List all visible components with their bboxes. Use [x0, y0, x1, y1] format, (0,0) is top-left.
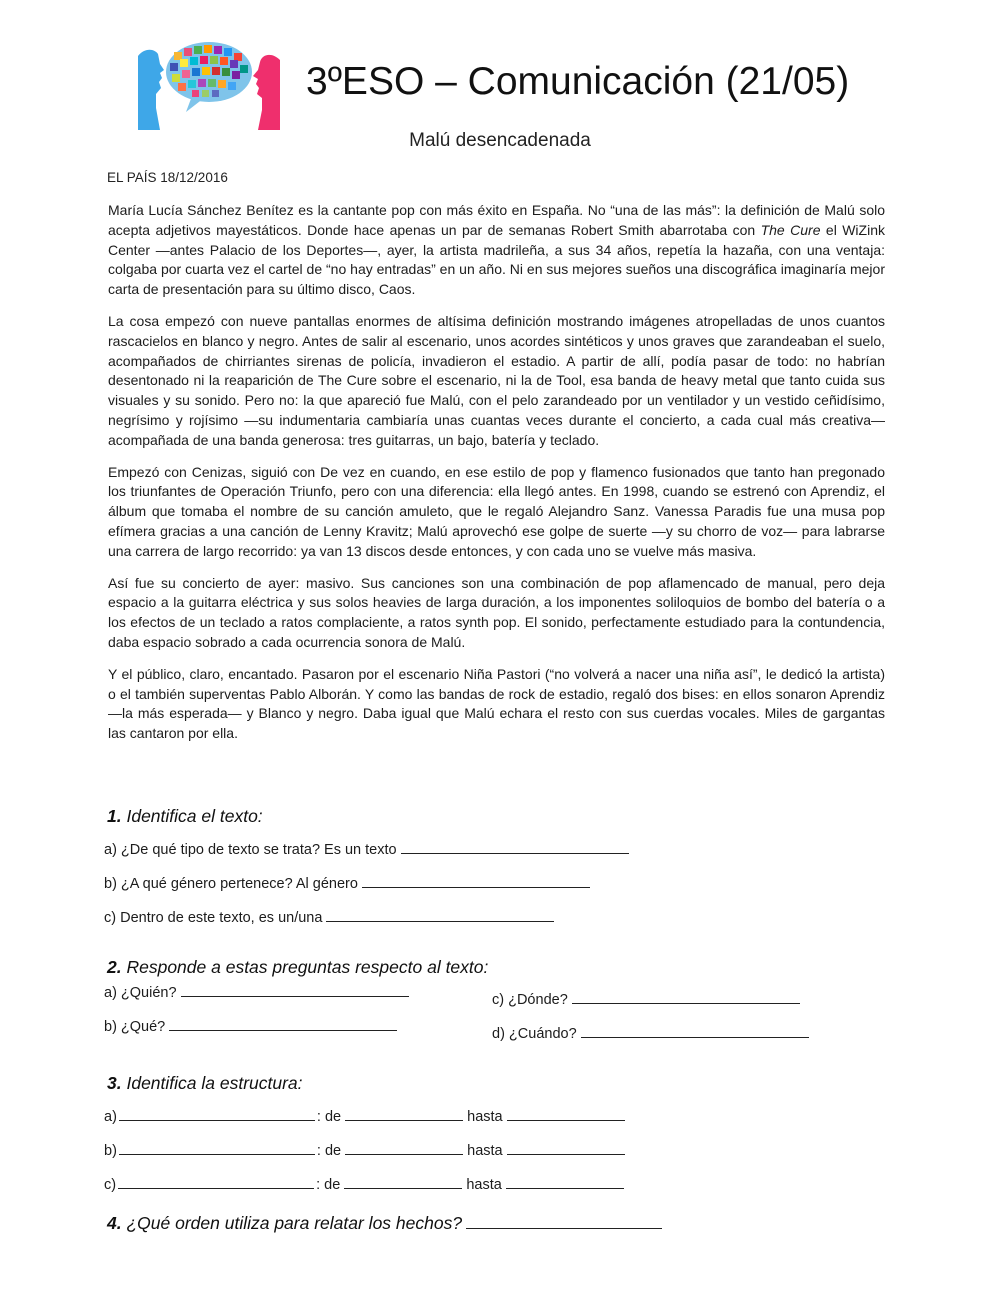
structure-row-b: b) : de hasta [104, 1140, 625, 1159]
article-paragraph-2: La cosa empezó con nueve pantallas enormes de altísima definición mostrando imágenes atropelladas de unos cuantos rascacielos en blanco y negro. Antes de salir al escenario, unos acordes sintéticos y unos graves que zarandeaban el suelo, acompañados de chirriantes sirenas de policía, invadieron el estadio. A partir de allí, podía pasar de todo: no habrían desentonado ni la reaparición de The Cure sobre el escenario, ni la de Tool, esa banda de heavy metal que tanto cuida sus visuales y su sonido. Pero no: la que apareció fue Malú, con el pelo zarandeado por un ventilador y un vestido ceñidísimo, negrísimo y rojísimo —su indumentaria cambiaría unas cuantas veces durante el concierto, a cada cual más creativa— acompañada de una banda generosa: tres guitarras, un bajo, batería y teclado. [108, 312, 885, 448]
question-1b: b) ¿A qué género pertenece? Al género [104, 873, 590, 892]
answer-blank[interactable] [506, 1174, 624, 1189]
answer-blank[interactable] [181, 982, 409, 997]
answer-blank[interactable] [466, 1212, 662, 1229]
question-2-heading: 2. Responde a estas preguntas respecto al texto: [107, 957, 489, 977]
answer-blank[interactable] [345, 1106, 463, 1121]
article-source: EL PAÍS 18/12/2016 [107, 170, 228, 185]
question-2a: a) ¿Quién? [104, 982, 409, 1001]
article-paragraph-4: Así fue su concierto de ayer: masivo. Sus canciones son una combinación de pop aflamencado de manual, pero deja espacio a la guitarra eléctrica y sus solos heavies de larga duración, a los imponentes soliloquios de bombo del batería o a los efectos de un teclado a ratos complaciente, a ratos synth pop. El sonido, perfectamente estudiado para la contundencia, daba espacio sobrado a cada ocurrencia sonora de Malú. [108, 574, 885, 650]
question-2b: b) ¿Qué? [104, 1016, 397, 1035]
answer-blank[interactable] [326, 907, 554, 922]
answer-blank[interactable] [362, 873, 590, 888]
answer-blank[interactable] [119, 1106, 315, 1121]
question-1c: c) Dentro de este texto, es un/una [104, 907, 554, 926]
article-paragraph-1: María Lucía Sánchez Benítez es la cantante pop con más éxito en España. No “una de las más”: la definición de Malú solo acepta adjetivos mayestáticos. Donde hace apenas un par de semanas Robert Smith abarrotaba con The Cure el WiZink Center —antes Palacio de los Deportes—, ayer, la artista madrileña, a sus 34 años, repetía la hazaña, con una ventaja: colgaba por cuarta vez el cartel de “no hay entradas” en un año. Ni en sus mejores sueños una discográfica imaginaría mejor carta de presentación para su último disco, Caos. [108, 202, 885, 298]
page-title: 3ºESO – Comunicación (21/05) [306, 60, 850, 103]
article-headline: Malú desencadenada [409, 130, 591, 151]
question-2d: d) ¿Cuándo? [492, 1023, 809, 1042]
answer-blank[interactable] [119, 1140, 315, 1155]
question-3-heading: 3. Identifica la estructura: [107, 1073, 303, 1093]
question-4-heading: 4. ¿Qué orden utiliza para relatar los hechos? [107, 1212, 662, 1234]
answer-blank[interactable] [507, 1140, 625, 1155]
answer-blank[interactable] [345, 1140, 463, 1155]
structure-row-a: a) : de hasta [104, 1106, 625, 1125]
question-2c: c) ¿Dónde? [492, 989, 800, 1008]
article-paragraph-3: Empezó con Cenizas, siguió con De vez en cuando, en ese estilo de pop y flamenco fusionados que tanto han pregonado los triunfantes de Operación Triunfo, pero con una diferencia: ella llegó antes. En 1998, cuando se estrenó con Aprendiz, el álbum que tomaba el nombre de su canción amuleto, que le regaló Alejandro Sanz. Vanessa Paradis fue una musa pop efímera gracias a una canción de Lenny Kravitz; Malú aprovechó ese golpe de suerte —y su chorro de voz— para labrarse una carrera de largo recorrido: ya van 13 discos desde entonces, y con cada uno se vuelve más masiva. [108, 463, 885, 559]
structure-row-c: c) : de hasta [104, 1174, 624, 1193]
article-body [108, 201, 885, 756]
question-1a: a) ¿De qué tipo de texto se trata? Es un texto [104, 839, 629, 858]
answer-blank[interactable] [169, 1016, 397, 1031]
article-paragraph-5: Y el público, claro, encantado. Pasaron por el escenario Niña Pastori (“no volverá a nacer una niña así”, le dedicó la artista) o el también superventas Pablo Alborán. Y como las bandas de rock de estadio, regaló dos bises: en ellos sonaron Aprendiz —la más esperada— y Blanco y negro. Daba igual que Malú echara el resto con sus cuerdas vocales. Miles de gargantas las cantaron por ella. [108, 665, 885, 742]
question-1-heading: 1. Identifica el texto: [107, 806, 263, 826]
answer-blank[interactable] [581, 1023, 809, 1038]
speech-bubble-faces-logo [134, 38, 284, 130]
answer-blank[interactable] [572, 989, 800, 1004]
answer-blank[interactable] [507, 1106, 625, 1121]
answer-blank[interactable] [118, 1174, 314, 1189]
answer-blank[interactable] [344, 1174, 462, 1189]
answer-blank[interactable] [401, 839, 629, 854]
